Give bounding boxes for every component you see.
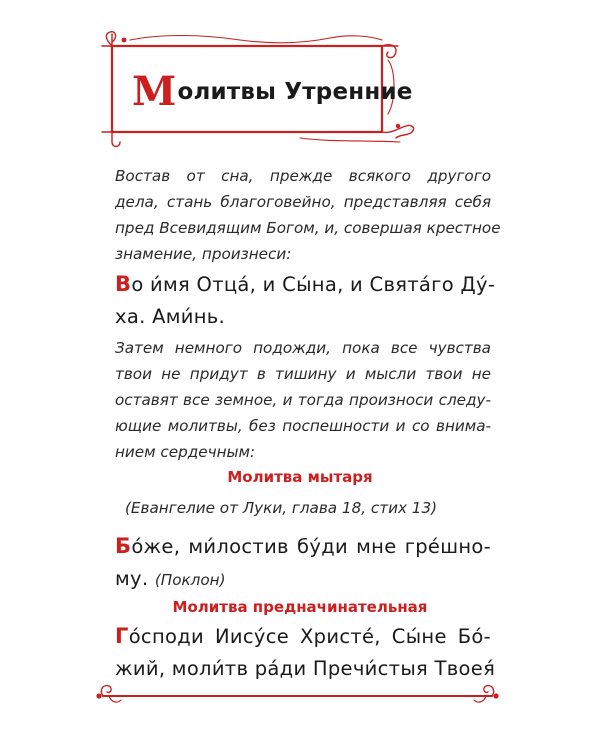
rubric-line: нием сердечным: bbox=[115, 443, 256, 461]
drop-initial: Б bbox=[115, 534, 132, 558]
rubric-line: Востав от сна, прежде всякого другого bbox=[115, 167, 491, 185]
rubric-line: оставят все земное, и тогда произноси следу- bbox=[115, 391, 491, 409]
rubric-line: знамение, произнеси: bbox=[115, 245, 292, 263]
drop-initial: В bbox=[115, 272, 132, 296]
scripture-source: (Евангелие от Луки, глава 18, стих 13) bbox=[125, 499, 438, 517]
prayer-line-text: му. bbox=[115, 567, 149, 590]
rubric-preparation bbox=[115, 335, 491, 465]
prayer-line: ха. Ами́нь. bbox=[115, 305, 226, 328]
prayer-line-text: о́же, ми́лостив бу́ди мне гре́шно- bbox=[131, 535, 491, 558]
prayer-line-text: о́споди Иису́се Христе́, Сы́не Бо́- bbox=[128, 625, 491, 648]
page-title bbox=[132, 68, 413, 115]
rubric-line: дела, стань благоговейно, представляя себя bbox=[115, 193, 491, 211]
rubric-line: ющие молитвы, без поспешности и со внима- bbox=[115, 417, 491, 435]
prayer-line bbox=[115, 563, 491, 596]
heading-preliminary-prayer: Молитва предначинательная bbox=[172, 598, 428, 616]
prayer-line bbox=[115, 620, 491, 653]
drop-initial: Г bbox=[115, 624, 129, 648]
prayer-invocation bbox=[115, 268, 496, 333]
rubric-morning-instructions bbox=[115, 163, 501, 267]
heading-publican-prayer: Молитва мытаря bbox=[227, 468, 373, 486]
title-text: олитвы Утренние bbox=[177, 79, 413, 105]
prayer-line: жий, моли́тв ра́ди Пречи́стыя Твоея́ bbox=[115, 657, 496, 680]
rubric-line: Затем немного подожди, пока все чувства bbox=[115, 339, 491, 357]
prayer-line bbox=[115, 530, 491, 563]
rubric-line: твои не придут в тишину и мысли твои не bbox=[115, 365, 491, 383]
bow-note: (Поклон) bbox=[154, 571, 226, 589]
prayer-line bbox=[115, 268, 496, 301]
prayer-line-text: о и́мя Отца́, и Сы́на, и Свята́го Ду́- bbox=[131, 273, 496, 296]
bottom-ornament bbox=[95, 678, 500, 708]
prayer-preliminary bbox=[115, 620, 496, 685]
prayer-publican bbox=[115, 530, 491, 596]
title-initial: М bbox=[132, 68, 177, 115]
rubric-line: пред Всевидящим Богом, и, совершая крестное bbox=[115, 219, 501, 237]
